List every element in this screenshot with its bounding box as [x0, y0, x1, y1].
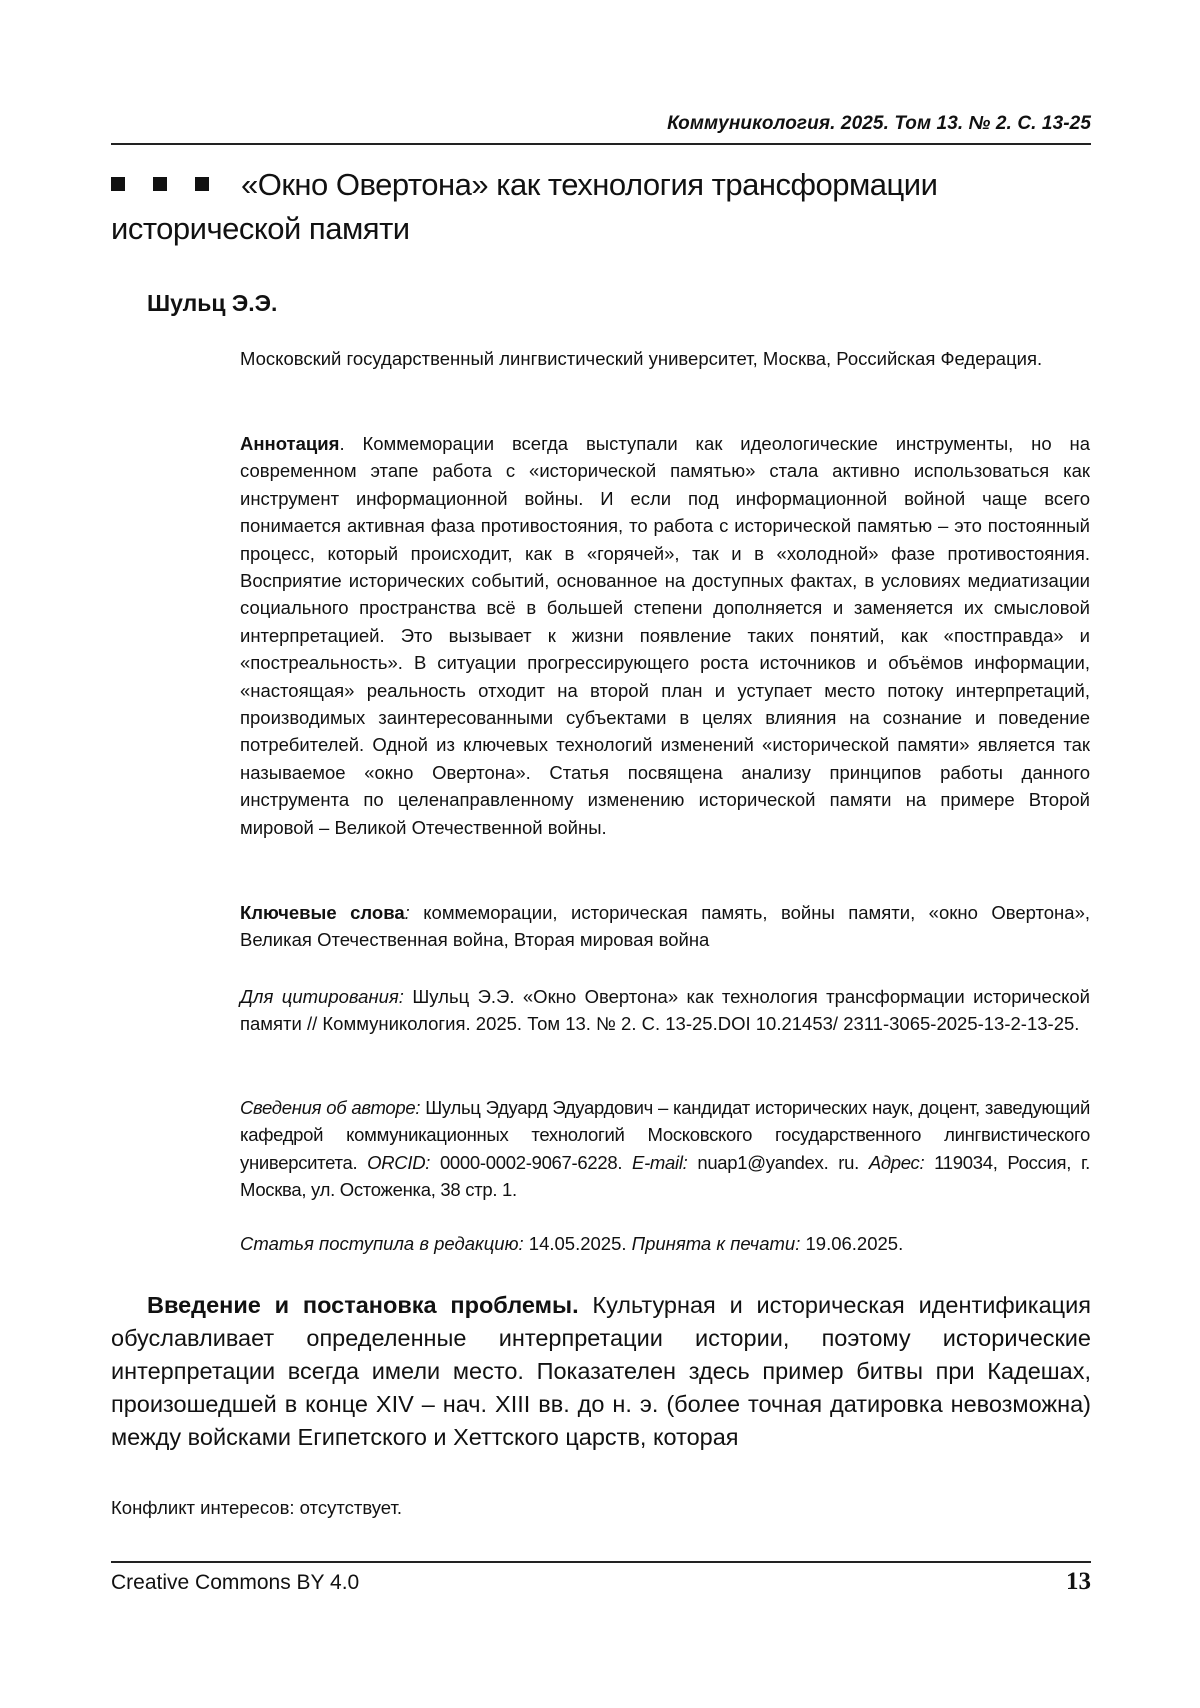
keywords-colon: :	[404, 902, 410, 923]
footer-rule	[111, 1561, 1091, 1563]
affiliation: Московский государственный лингвистический университет, Москва, Российская Федерация.	[240, 348, 1043, 369]
author-info	[240, 1094, 1090, 1204]
citation-text: Шульц Э.Э. «Окно Овертона» как технология трансформации исторической памяти // Коммуникология. 2025. Том 13. № 2. С. 13-25.DOI 10.21453/ 2311-3065-2025-13-2-13-25.	[240, 986, 1090, 1035]
introduction-paragraph	[111, 1289, 1091, 1454]
article-dates	[240, 1230, 1090, 1257]
keywords	[240, 899, 1090, 954]
running-head: Коммуникология. 2025. Том 13. № 2. С. 13-25	[667, 113, 1091, 134]
square-bullet-icon	[111, 177, 125, 191]
author-info-label: Сведения об авторе:	[240, 1097, 421, 1118]
article-title-text: «Окно Овертона» как технология трансформации исторической памяти	[111, 167, 938, 246]
accepted-date: 19.06.2025.	[800, 1233, 904, 1254]
abstract	[240, 430, 1090, 841]
email-value: nuap1@yandex. ru.	[687, 1151, 869, 1173]
author-name: Шульц Э.Э.	[147, 290, 278, 316]
email-label: E-mail:	[632, 1151, 688, 1173]
citation-label: Для цитирования:	[240, 986, 404, 1007]
author-info-text: Шульц Эдуард Эдуардович – кандидат исторических наук, доцент, заведующий кафедрой коммуникационных технологий Московского государственного лингвистического университета.	[240, 1097, 1090, 1173]
citation	[240, 983, 1090, 1038]
introduction-text: Культурная и историческая идентификация обуславливает определенные интерпретации истории, поэтому исторические интерпретации всегда имели место. Показателен здесь пример битвы при Кадешах, произошедшей в конце XIV – нач. XIII вв. до н. э. (более точная датировка невозможна) между войсками Египетского и Хеттского царств, которая	[111, 1292, 1091, 1450]
orcid-label: ORCID:	[367, 1151, 431, 1173]
orcid-value: 0000-0002-9067-6228.	[430, 1151, 633, 1173]
keywords-text: коммеморации, историческая память, войны памяти, «окно Овертона», Великая Отечественная война, Вторая мировая война	[240, 902, 1090, 951]
received-label: Статья поступила в редакцию:	[240, 1233, 524, 1254]
received-date: 14.05.2025.	[523, 1233, 632, 1254]
square-bullet-icon	[195, 177, 209, 191]
conflict-of-interest: Конфликт интересов: отсутствует.	[111, 1497, 403, 1518]
address-label: Адрес:	[868, 1151, 925, 1173]
introduction-heading: Введение и постановка проблемы.	[147, 1292, 579, 1318]
abstract-text: . Коммеморации всегда выступали как идеологические инструменты, но на современном этапе работа с «исторической памятью» стала активно использоваться как инструмент информационной войны. И если под информационной войной чаще всего понимается активная фаза противостояния, то работа с исторической памятью – это постоянный процесс, который происходит, как в «горячей», так и в «холодной» фазе противостояния. Восприятие исторических событий, основанное на доступных фактах, в условиях медиатизации социального пространства всё в большей степени дополняется и заменяется их смысловой интерпретацией. Это вызывает к жизни появление таких понятий, как «постправда» и «постреальность». В ситуации прогрессирующего роста источников и объёмов информации, «настоящая» реальность отходит на второй план и уступает место потоку интерпретаций, производимых заинтересованными субъектами в целях влияния на сознание и поведение потребителей. Одной из ключевых технологий изменений «исторической памяти» является так называемое «окно Овертона». Статья посвящена анализу принципов работы данного инструмента по целенаправленному изменению исторической памяти на примере Второй мировой – Великой Отечественной войны.	[240, 433, 1090, 838]
page-number: 13	[1066, 1568, 1091, 1595]
square-bullet-icon	[153, 177, 167, 191]
address-value: 119034, Россия, г. Москва, ул. Остоженка, 38 стр. 1.	[240, 1151, 1090, 1201]
accepted-label: Принята к печати:	[631, 1233, 801, 1254]
abstract-label: Аннотация	[240, 433, 340, 454]
keywords-label: Ключевые слова	[240, 902, 405, 923]
article-title	[111, 163, 1071, 251]
header-rule	[111, 143, 1091, 145]
license-text: Creative Commons BY 4.0	[111, 1571, 360, 1594]
